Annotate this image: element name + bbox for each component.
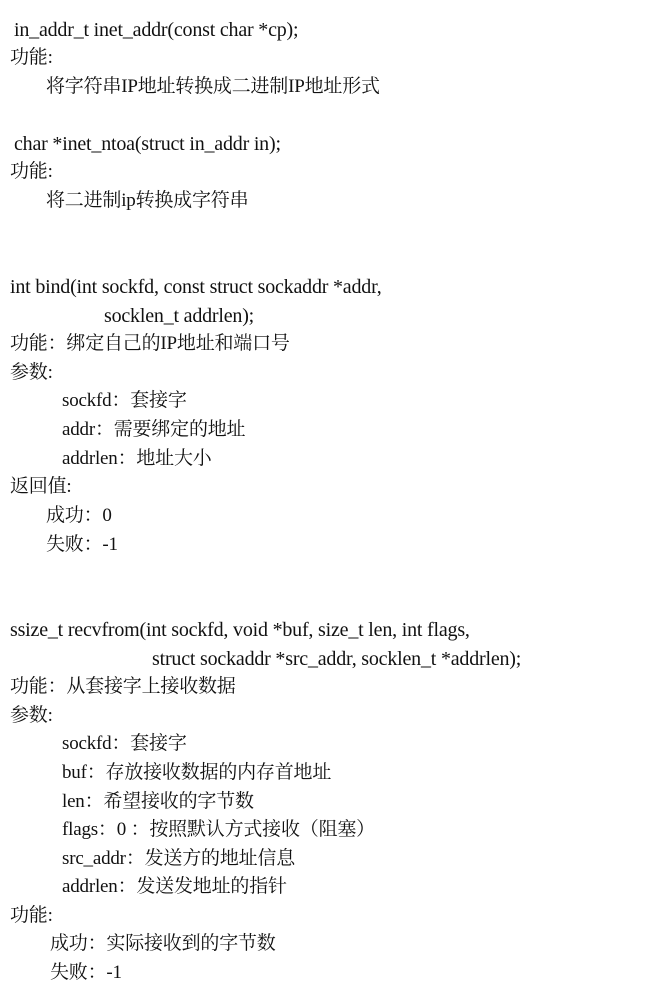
bind-return-success: 成功：0 bbox=[46, 505, 112, 526]
recvfrom-return-success: 成功：实际接收到的字节数 bbox=[50, 933, 276, 954]
bind-signature-line-2: socklen_t addrlen); bbox=[104, 305, 255, 327]
recvfrom-param-len: len：希望接收的字节数 bbox=[62, 791, 254, 812]
bind-param-addrlen: addrlen：地址大小 bbox=[62, 448, 212, 469]
recvfrom-signature-line-2: struct sockaddr *src_addr, socklen_t *addrlen); bbox=[152, 648, 522, 670]
inet-addr-function-description: 将字符串IP地址转换成二进制IP地址形式 bbox=[46, 76, 380, 97]
recvfrom-param-flags: flags：0 ：按照默认方式接收（阻塞） bbox=[62, 819, 375, 840]
recvfrom-signature-line-1: ssize_t recvfrom(int sockfd, void *buf, size_t len, int flags, bbox=[10, 619, 470, 641]
recvfrom-param-src-addr: src_addr：发送方的地址信息 bbox=[62, 848, 296, 869]
bind-signature-line-1: int bind(int sockfd, const struct sockaddr *addr, bbox=[10, 276, 382, 298]
recvfrom-param-buf: buf：存放接收数据的内存首地址 bbox=[62, 762, 332, 783]
bind-param-sockfd: sockfd：套接字 bbox=[62, 390, 187, 411]
bind-params-label: 参数: bbox=[10, 362, 53, 383]
inet-ntoa-signature: char *inet_ntoa(struct in_addr in); bbox=[14, 133, 281, 155]
inet-ntoa-function-description: 将二进制ip转换成字符串 bbox=[46, 190, 249, 211]
recvfrom-function-line: 功能：从套接字上接收数据 bbox=[10, 676, 236, 697]
recvfrom-return-label: 功能: bbox=[10, 905, 53, 926]
recvfrom-return-failure: 失败：-1 bbox=[50, 962, 122, 983]
recvfrom-param-addrlen: addrlen：发送发地址的指针 bbox=[62, 876, 287, 897]
recvfrom-params-label: 参数: bbox=[10, 705, 53, 726]
recvfrom-param-sockfd: sockfd：套接字 bbox=[62, 733, 187, 754]
inet-addr-signature: in_addr_t inet_addr(const char *cp); bbox=[14, 19, 299, 41]
bind-return-failure: 失败：-1 bbox=[46, 534, 118, 555]
bind-param-addr: addr：需要绑定的地址 bbox=[62, 419, 246, 440]
inet-addr-function-label: 功能: bbox=[10, 47, 53, 68]
bind-return-label: 返回值: bbox=[10, 476, 72, 497]
inet-ntoa-function-label: 功能: bbox=[10, 161, 53, 182]
bind-function-line: 功能：绑定自己的IP地址和端口号 bbox=[10, 333, 290, 354]
